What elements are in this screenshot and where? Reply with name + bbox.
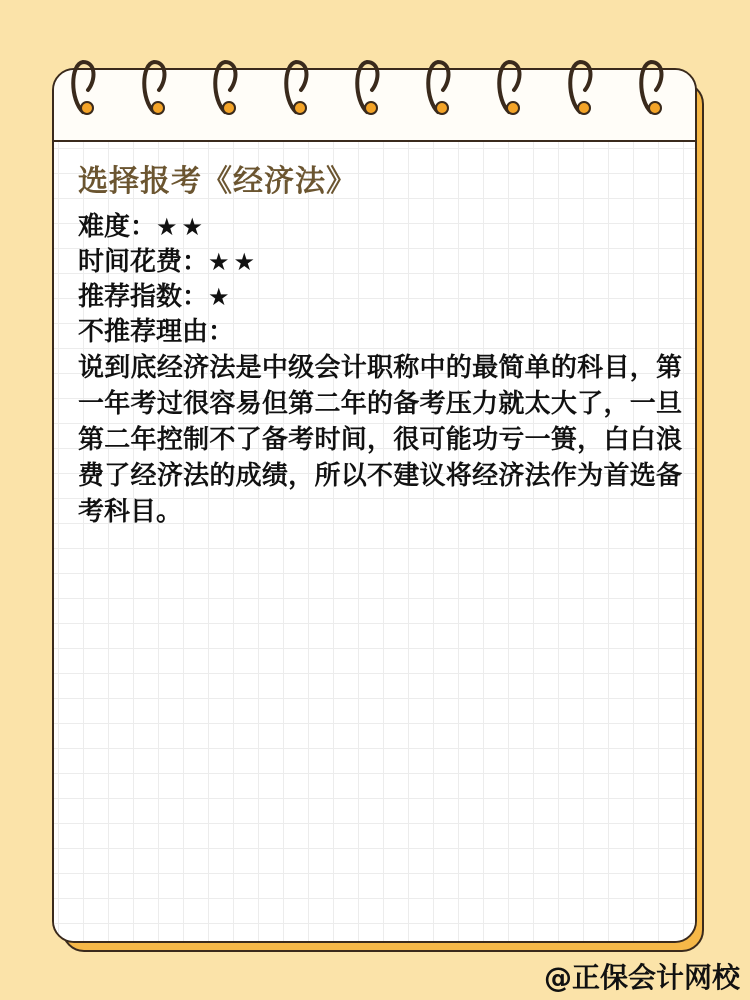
ring-7-icon <box>499 62 519 114</box>
ring-6-icon <box>428 62 448 114</box>
recommend-label: 推荐指数： <box>78 282 209 312</box>
time-cost-row <box>78 245 688 280</box>
recommend-stars: ★ <box>208 283 234 311</box>
time-cost-label: 时间花费： <box>78 247 209 277</box>
ring-8-icon <box>570 62 590 114</box>
note-content <box>78 160 688 530</box>
brand-watermark: @正保会计网校 <box>543 961 740 994</box>
ring-2-icon <box>144 62 164 114</box>
difficulty-row <box>78 210 688 245</box>
difficulty-stars: ★★ <box>156 213 208 241</box>
recommend-row <box>78 280 688 315</box>
reason-text: 说到底经济法是中级会计职称中的最简单的科目，第一年考过很容易但第二年的备考压力就太大了，一旦第二年控制不了备考时间，很可能功亏一篑，白白浪费了经济法的成绩，所以不建议将经济法作为首选备考科目。 <box>78 353 682 527</box>
difficulty-label: 难度： <box>78 212 157 242</box>
ring-9-icon <box>641 62 661 114</box>
reason-heading: 不推荐理由： <box>78 317 235 347</box>
ring-1-icon <box>73 62 93 114</box>
page-title: 选择报考《经济法》 <box>78 164 357 199</box>
ring-3-icon <box>215 62 235 114</box>
time-cost-stars: ★★ <box>208 248 260 276</box>
ring-5-icon <box>357 62 377 114</box>
spiral-rings <box>52 50 697 120</box>
ring-4-icon <box>286 62 306 114</box>
